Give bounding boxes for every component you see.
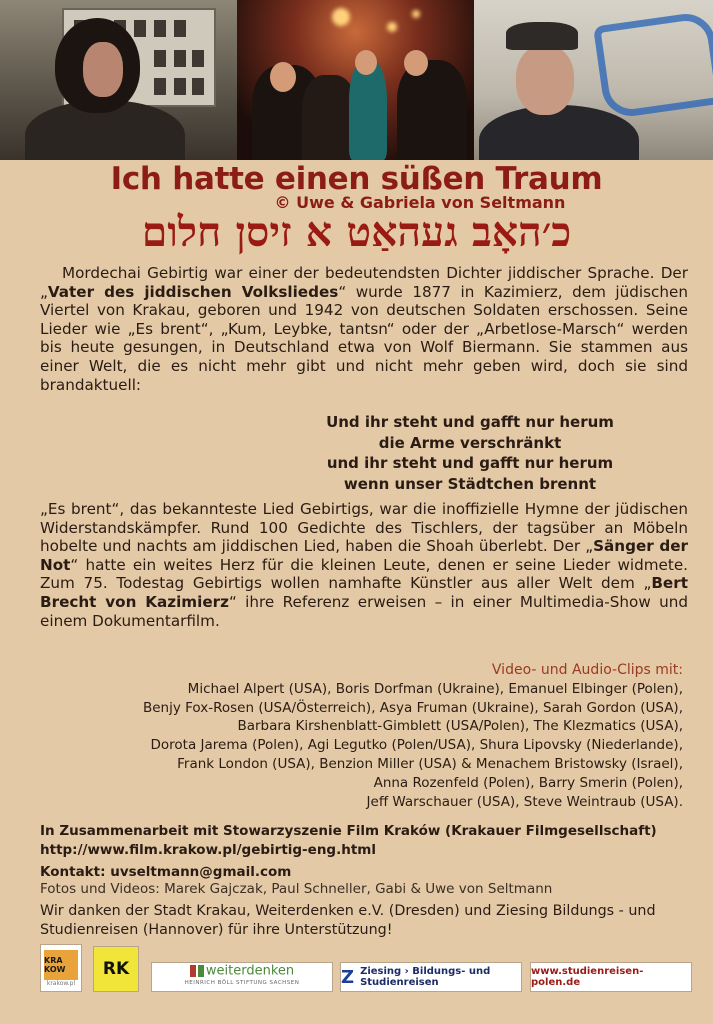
clips-line: Benjy Fox-Rosen (USA/Österreich), Asya Fruman (Ukraine), Sarah Gordon (USA), [142, 699, 683, 716]
thanks-text: Wir danken der Stadt Krakau, Weiterdenken e.V. (Dresden) und Ziesing Bildungs - und Studienreisen (Hannover) für ihre Unterstützung! [40, 903, 656, 938]
photo-man-graffiti [474, 0, 713, 160]
contact-email[interactable]: Kontakt: uvseltmann@gmail.com [40, 864, 292, 880]
text-segment: “ hatte ein weites Herz für die kleinen Leute, denen er seine Lieder widmete. Zum 75. Todestag Gebirtigs wollen namhafte Künstler aus aller Welt dem „ [40, 555, 688, 593]
photo-musicians-stage [237, 0, 474, 160]
text-segment: „Es brent“, das bekannteste Lied Gebirtigs, war die inoffizielle Hymne der jüdischen Widerstandskämpfer. Rund 100 Gedichte des Tischlers, der tagsüber an Möbeln hobelte und nachts am jiddischen Lied, haben die Shoah überlebt. Der „ [40, 500, 688, 556]
weiterdenken-logo [151, 962, 333, 992]
cooperation-link[interactable]: http://www.film.krakow.pl/gebirtig-eng.html [40, 841, 376, 858]
photo-woman-portrait [0, 0, 237, 160]
text-segment: “ wurde 1877 in Kazimierz, dem jüdischen Viertel von Krakau, geboren und 1942 von deutschen Soldaten erschossen. Seine Lieder wie „Es brent“, „Kum, Leybke, tantsn“ oder der „Arbetlose-Marsch“ werden bis heute gesungen, in Deutschland etwa von Wolf Biermann. Sie stammen aus einer Welt, die es nicht mehr gibt und nicht mehr geben wird, doch sie sind brandaktuell: [40, 282, 688, 394]
emphasis-text: Bert Brecht von Kazimierz [40, 574, 688, 611]
copyright-credit: © Uwe & Gabriela von Seltmann [274, 193, 566, 212]
quote-line: die Arme verschränkt [378, 433, 562, 452]
studienreisen-logo[interactable]: www.studienreisen-polen.de [530, 962, 692, 992]
weiterdenken-logo-text: weiterdenken [205, 963, 295, 979]
rk-logo: RK [93, 946, 139, 992]
clips-line: Jeff Warschauer (USA), Steve Weintraub (USA). [366, 793, 683, 810]
photo-credit: Fotos und Videos: Marek Gajczak, Paul Schneller, Gabi & Uwe von Seltmann [40, 881, 553, 897]
sponsor-logos [0, 944, 713, 992]
yiddish-title: כ׳האָב געהאַט א זיסן חלום [141, 208, 572, 256]
cooperation-block [40, 822, 700, 859]
ziesing-logo-text: Ziesing › Bildungs- und Studienreisen [360, 966, 491, 988]
clips-line: Barbara Kirshenblatt-Gimblett (USA/Polen), The Klezmatics (USA), [237, 718, 683, 735]
ziesing-mark: Z [341, 966, 355, 988]
page-title: Ich hatte einen süßen Traum [110, 161, 603, 197]
emphasis-text: Vater des jiddischen Volksliedes [47, 282, 339, 301]
cooperation-text: In Zusammenarbeit mit Stowarzyszenie Film Kraków (Krakauer Filmgesellschaft) [40, 823, 657, 839]
clips-line: Dorota Jarema (Polen), Agi Legutko (Polen/USA), Shura Lipovsky (Niederlande), [150, 737, 683, 754]
intro-paragraph [40, 264, 688, 394]
clips-credits [63, 661, 683, 811]
clips-heading: Video- und Audio-Clips mit: [491, 662, 683, 678]
krakow-logo [40, 944, 82, 992]
weiterdenken-logo-sub: HEINRICH BÖLL STIFTUNG SACHSEN [184, 980, 300, 987]
quote-line: wenn unser Städtchen brennt [343, 474, 597, 493]
text-segment: Mordechai Gebirtig war einer der bedeutendsten Dichter jiddischer Sprache. Der „ [40, 264, 688, 301]
song-quote [320, 412, 620, 494]
ziesing-logo [340, 962, 522, 992]
photo-strip [0, 0, 713, 160]
krakow-logo-text: KRA KOW [44, 950, 78, 980]
clips-line: Frank London (USA), Benzion Miller (USA) & Menachem Bristowsky (Israel), [177, 755, 683, 772]
clips-line: Michael Alpert (USA), Boris Dorfman (Ukraine), Emanuel Elbinger (Polen), [187, 680, 683, 697]
quote-line: Und ihr steht und gafft nur herum [326, 413, 614, 431]
quote-line: und ihr steht und gafft nur herum [326, 454, 614, 472]
clips-line: Anna Rozenfeld (Polen), Barry Smerin (Polen), [373, 774, 683, 791]
history-paragraph [40, 500, 688, 630]
text-segment: “ ihre Referenz erweisen – in einer Multimedia-Show und einem Dokumentarfilm. [40, 592, 688, 630]
krakow-logo-sub: krakow.pl [46, 979, 76, 987]
emphasis-text: Sänger der Not [40, 537, 688, 574]
